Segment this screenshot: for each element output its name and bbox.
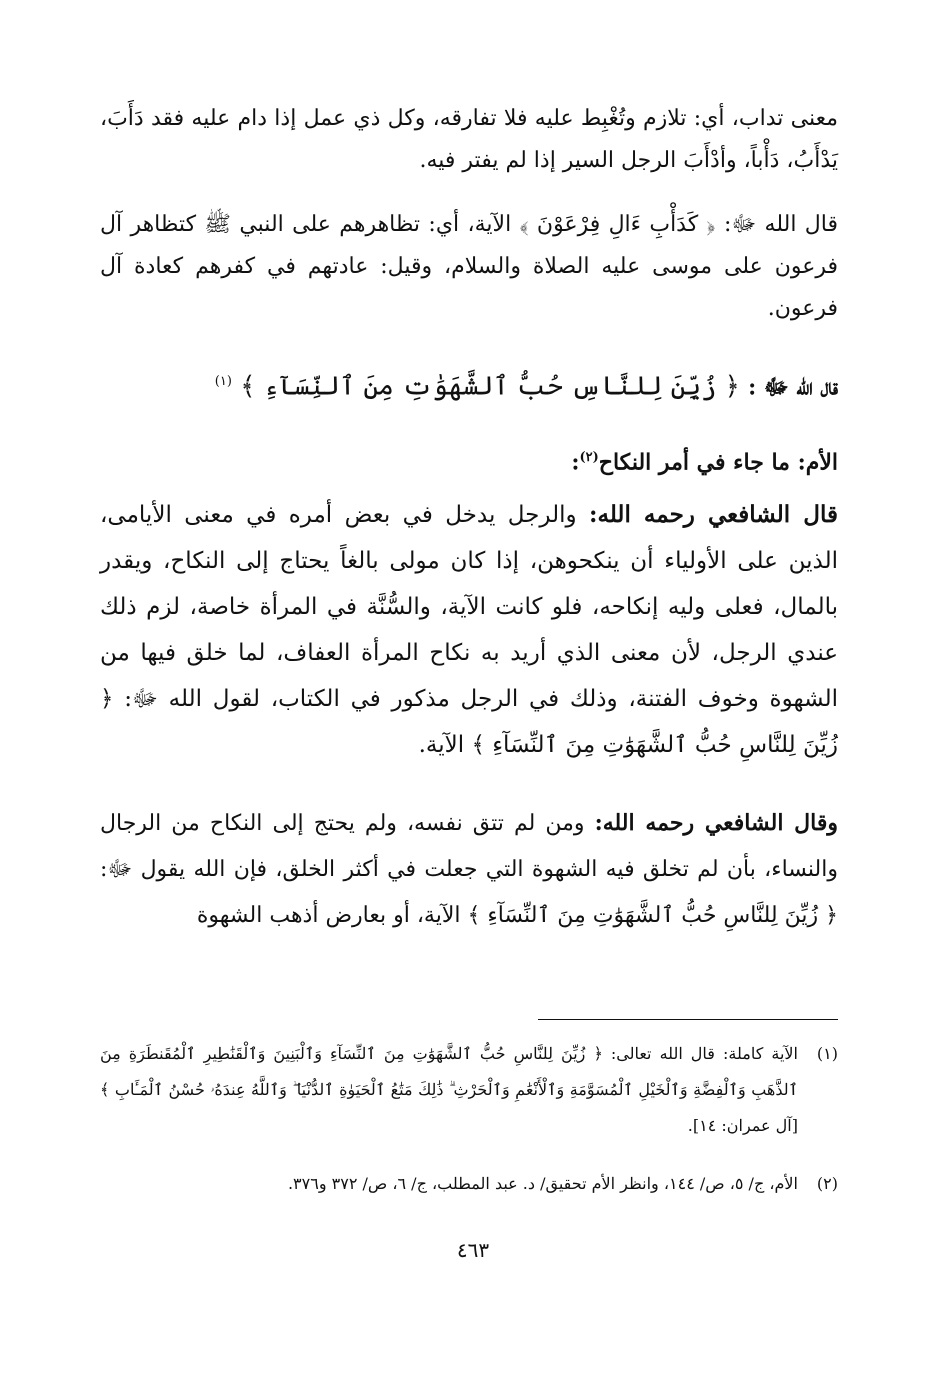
paragraph-definition: معنى تداب، أي: تلازم وتُغْبِط عليه فلا تفارقه، وكل ذي عمل إذا دام عليه فقد دَأَبَ، يَدْأَبُ، دَأْباً، وأدْأَبَ الرجل السير إذا لم يفتر فيه. [100, 106, 838, 173]
page-number: ٤٦٣ [456, 1238, 490, 1262]
section-heading-verse [118, 360, 838, 410]
footnote-1 [100, 1036, 838, 1144]
footnote-text: الأم، ج/ ٥، ص/ ١٤٤، وانظر الأم تحقيق/ د. عبد المطلب، ج/ ٦، ص/ ٣٧٢ و٣٧٦. [287, 1174, 798, 1193]
footnote-text: الآية كاملة: قال الله تعالى: ﴿ زُيِّنَ لِلنَّاسِ حُبُّ ٱلشَّهَوَٰتِ مِنَ ٱلنِّسَآءِ وَٱلْبَنِينَ وَٱلْقَنَٰطِيرِ ٱلْمُقَنطَرَةِ مِنَ ٱلذَّهَبِ وَٱلْفِضَّةِ وَٱلْخَيْلِ ٱلْمُسَوَّمَةِ وَٱلْأَنْعَٰمِ وَٱلْحَرْثِ ۗ ذَٰلِكَ مَتَٰعُ ٱلْحَيَوٰةِ ٱلدُّنْيَا ۖ وَٱللَّهُ عِندَهُۥ حُسْنُ ٱلْمَـَٔابِ ﴾ [آل عمران: ١٤]. [100, 1044, 798, 1135]
paragraph-quran-commentary: قال الله ﷻ: ﴿ كَدَأْبِ ءَالِ فِرْعَوْنَ ﴾ الآية، أي: تظاهرهم على النبي ﷺ كتظاهر آل فرعون على موسى عليه الصلاة والسلام، وقيل: عادتهم في كفرهم كعادة آل فرعون. [100, 212, 838, 321]
footnote-divider [538, 1019, 838, 1020]
footnote-ref-2: (٢) [579, 450, 599, 465]
subsection-title: الأم: ما جاء في أمر النكاح [598, 449, 838, 476]
paragraph-body: والرجل يدخل في بعض أمره في معنى الأيامى، الذين على الأولياء أن ينكحوهن، إذا كان مولى بالغاً يحتاج إلى النكاح، ويقدر بالمال، فعلى وليه إنكاحه، فلو كانت الآية، والسُّنَّة في المرأة خاصة، لزم ذلك عندي الرجل، لأن معنى الذي أريد به نكاح المرأة العفاف، لما خلق فيها من الشهوة وخوف الفتنة، وذلك في الرجل مذكور في الكتاب، لقول الله ﷻ: ﴿ زُيِّنَ لِلنَّاسِ حُبُّ ٱلشَّهَوَٰتِ مِنَ ٱلنِّسَآءِ ﴾ الآية. [100, 502, 838, 758]
paragraph-body: ومن لم تتق نفسه، ولم يحتج إلى النكاح من الرجال والنساء، بأن لم تخلق فيه الشهوة التي جعلت في أكثر الخلق، فإن الله يقول ﷻ: ﴿ زُيِّنَ لِلنَّاسِ حُبُّ ٱلشَّهَوَٰتِ مِنَ ٱلنِّسَآءِ ﴾ الآية، أو بعارض أذهب الشهوة [100, 811, 838, 928]
footnote-number: (١) [816, 1044, 838, 1063]
footnote-number: (٢) [816, 1174, 838, 1193]
heading-lead: قال الله ﷻ : [748, 374, 838, 401]
paragraph-lead: وقال الشافعي رحمه الله: [594, 810, 838, 836]
footnote-ref-1: (١) [214, 374, 232, 389]
heading-verse: ﴿ زُيِّنَ لِلنَّاسِ حُبُّ ٱلشَّهَوَٰتِ مِنَ ٱلنِّسَآءِ ﴾ [240, 371, 740, 402]
paragraph-shafii-2 [100, 800, 838, 939]
subsection-heading [118, 438, 838, 482]
subsection-colon: : [571, 449, 580, 476]
footnote-2 [100, 1166, 838, 1202]
paragraph-lead: قال الشافعي رحمه الله: [589, 501, 838, 528]
paragraph-shafii-1 [100, 492, 838, 768]
